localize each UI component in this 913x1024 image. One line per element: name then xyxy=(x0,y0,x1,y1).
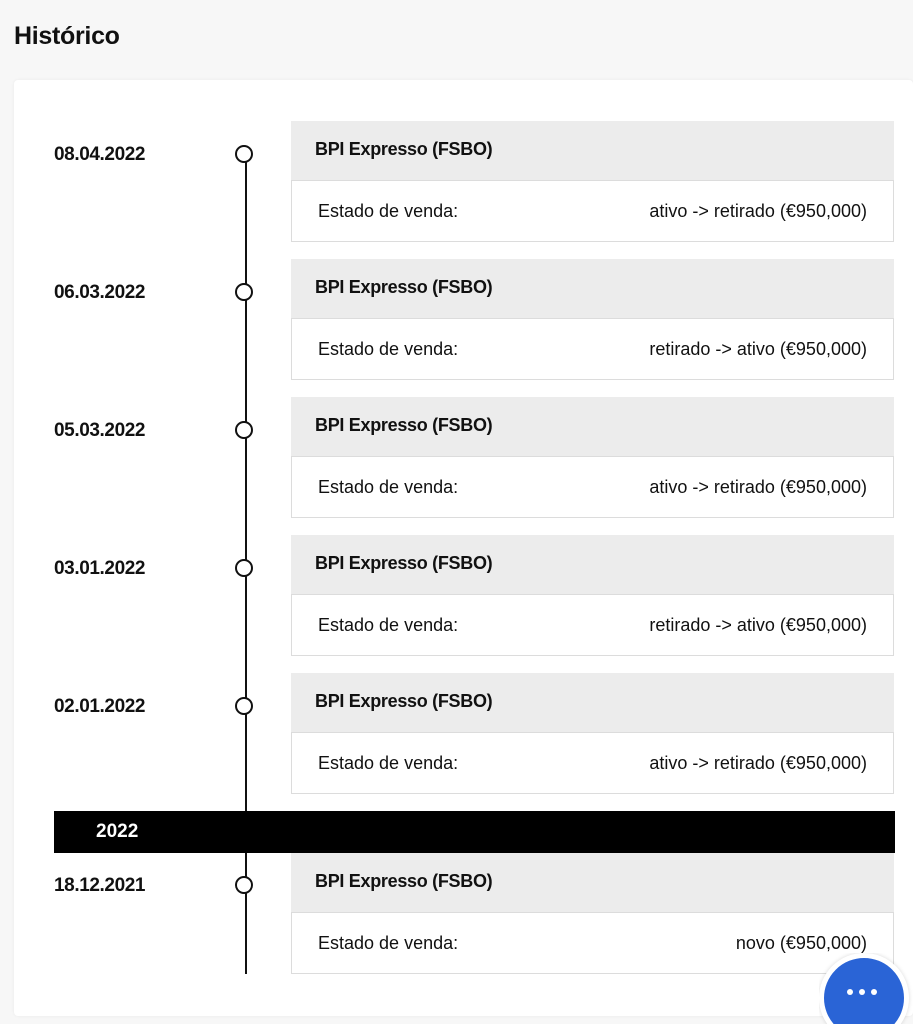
entry-date: 03.01.2022 xyxy=(54,558,146,579)
entry-source: BPI Expresso (FSBO) xyxy=(315,871,493,891)
chat-dots-icon xyxy=(847,989,877,995)
history-entry xyxy=(14,673,913,795)
year-divider xyxy=(54,811,895,853)
timeline-dot-icon xyxy=(235,697,253,715)
entry-details xyxy=(291,912,894,974)
entry-label: Estado de venda: xyxy=(318,477,459,497)
entry-source: BPI Expresso (FSBO) xyxy=(315,277,493,297)
entry-label: Estado de venda: xyxy=(318,339,459,359)
entry-source: BPI Expresso (FSBO) xyxy=(315,139,493,159)
entry-source-header xyxy=(291,673,894,733)
entry-source: BPI Expresso (FSBO) xyxy=(315,553,493,573)
timeline-dot-icon xyxy=(235,421,253,439)
page-title: Histórico xyxy=(14,22,120,50)
entry-source: BPI Expresso (FSBO) xyxy=(315,691,493,711)
history-entry xyxy=(14,853,913,975)
entry-value: ativo -> retirado (€950,000) xyxy=(649,201,867,221)
history-entry xyxy=(14,397,913,519)
entry-value: ativo -> retirado (€950,000) xyxy=(649,477,867,497)
history-panel xyxy=(14,80,913,1016)
entry-date: 02.01.2022 xyxy=(54,696,146,717)
entry-source-header xyxy=(291,535,894,595)
entry-value: retirado -> ativo (€950,000) xyxy=(649,339,867,359)
entry-label: Estado de venda: xyxy=(318,615,459,635)
entry-details xyxy=(291,456,894,518)
chat-button[interactable] xyxy=(819,953,913,1024)
entry-value: ativo -> retirado (€950,000) xyxy=(649,753,867,773)
entry-source-header xyxy=(291,397,894,457)
history-entry xyxy=(14,259,913,381)
entry-date: 18.12.2021 xyxy=(54,875,146,896)
timeline-dot-icon xyxy=(235,876,253,894)
entry-value: novo (€950,000) xyxy=(735,933,867,953)
timeline-dot-icon xyxy=(235,145,253,163)
entry-details xyxy=(291,732,894,794)
entry-date: 06.03.2022 xyxy=(54,282,146,303)
entry-date: 05.03.2022 xyxy=(54,420,146,441)
history-entry xyxy=(14,535,913,657)
entry-label: Estado de venda: xyxy=(318,753,459,773)
timeline-dot-icon xyxy=(235,283,253,301)
entry-source: BPI Expresso (FSBO) xyxy=(315,415,493,435)
entry-source-header xyxy=(291,853,894,913)
timeline-dot-icon xyxy=(235,559,253,577)
entry-date: 08.04.2022 xyxy=(54,144,146,165)
entry-label: Estado de venda: xyxy=(318,201,459,221)
entry-source-header xyxy=(291,121,894,181)
entry-details xyxy=(291,318,894,380)
entry-source-header xyxy=(291,259,894,319)
entry-details xyxy=(291,180,894,242)
entry-value: retirado -> ativo (€950,000) xyxy=(649,615,867,635)
entry-details xyxy=(291,594,894,656)
year-divider-label: 2022 xyxy=(96,821,139,842)
history-entry xyxy=(14,121,913,243)
entry-label: Estado de venda: xyxy=(318,933,459,953)
